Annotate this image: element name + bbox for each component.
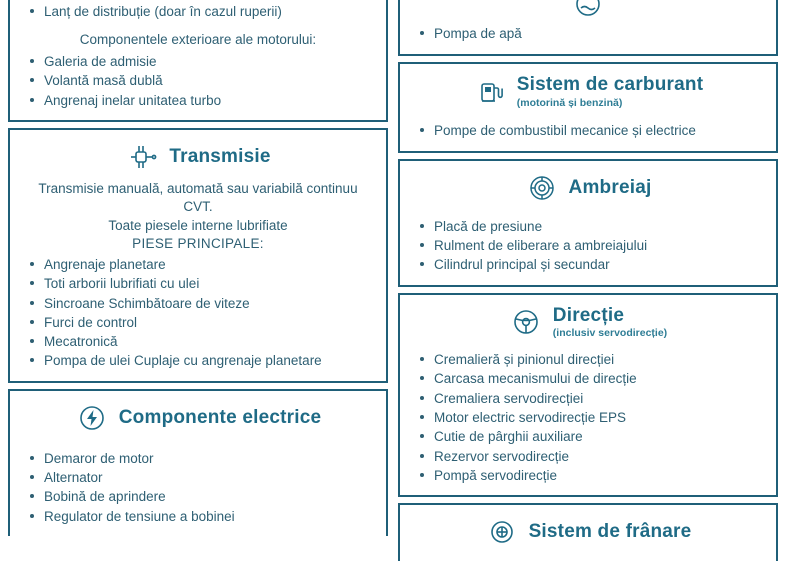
fuel-system-list — [410, 121, 766, 140]
card-cooling-continued — [398, 0, 778, 56]
brake-disc-icon — [485, 515, 519, 549]
fuel-system-title: Sistem de carburant — [516, 74, 704, 95]
list-item: Cremaliera servodirecției — [432, 389, 766, 408]
list-item: Cutie de pârghii auxiliare — [432, 427, 766, 446]
card-engine-continued — [8, 0, 388, 122]
steering-subtitle: (inclusiv servodirecție) — [552, 327, 668, 340]
electrical-title-wrap — [119, 407, 322, 429]
list-item: Demaror de motor — [42, 449, 376, 468]
list-item: Volantă masă dublă — [42, 71, 376, 90]
transmission-desc-line1: Transmisie manuală, automată sau variabilă continuu — [38, 181, 358, 197]
card-braking-system — [398, 503, 778, 561]
cooling-header — [410, 0, 766, 16]
card-steering — [398, 293, 778, 498]
engine-top-list — [20, 2, 376, 21]
steering-title-wrap — [553, 305, 667, 340]
steering-title: Direcție — [552, 304, 625, 326]
list-item: Sincroane Schimbătoare de viteze — [42, 294, 376, 313]
card-electrical — [8, 389, 388, 536]
list-item: Angrenaj inelar unitatea turbo — [42, 91, 376, 110]
list-item: Alternator — [42, 468, 376, 487]
left-column — [8, 0, 388, 542]
fuel-system-header — [410, 70, 766, 111]
electrical-list — [20, 449, 376, 526]
electrical-title: Componente electrice — [118, 406, 322, 428]
card-clutch — [398, 159, 778, 287]
list-item: Placă de presiune — [432, 217, 766, 236]
transmission-icon — [125, 140, 159, 174]
fuel-system-subtitle: (motorină și benzină) — [516, 96, 623, 109]
transmission-desc-line2: CVT. — [183, 199, 213, 215]
cooling-list — [410, 24, 766, 43]
list-item: Motor electric servodirecție EPS — [432, 408, 766, 427]
list-item: Pompa de apă — [432, 24, 766, 43]
transmission-header — [20, 136, 376, 176]
list-item: Lanț de distribuție (doar în cazul ruperii) — [42, 2, 376, 21]
list-item: Pompa de ulei Cuplaje cu angrenaje planetare — [42, 351, 376, 370]
list-item: Furci de control — [42, 313, 376, 332]
steering-header — [410, 301, 766, 342]
electrical-header — [20, 397, 376, 437]
lightning-bolt-icon — [75, 401, 109, 435]
braking-title: Sistem de frânare — [528, 521, 692, 543]
clutch-list — [410, 217, 766, 275]
water-wave-icon — [571, 0, 605, 16]
braking-title-wrap — [529, 521, 692, 543]
list-item: Pompă servodirecție — [432, 466, 766, 485]
list-item: Pompe de combustibil mecanice și electrice — [432, 121, 766, 140]
list-item: Cremalieră și pinionul direcției — [432, 350, 766, 369]
clutch-header — [410, 167, 766, 207]
list-item: Regulator de tensiune a bobinei — [42, 507, 376, 526]
clutch-title: Ambreiaj — [568, 176, 652, 198]
transmission-desc-line3: Toate piesele interne lubrifiate — [108, 217, 288, 233]
engine-exterior-subheading: Componentele exterioare ale motorului: — [79, 32, 317, 48]
transmission-title-wrap — [169, 146, 270, 168]
list-item: Galeria de admisie — [42, 52, 376, 71]
list-item: Carcasa mecanismului de direcție — [432, 369, 766, 388]
clutch-title-wrap — [569, 177, 652, 199]
list-item: Cilindrul principal și secundar — [432, 255, 766, 274]
card-transmission — [8, 128, 388, 383]
list-item: Bobină de aprindere — [42, 487, 376, 506]
list-item: Rezervor servodirecție — [432, 447, 766, 466]
clutch-disc-icon — [525, 171, 559, 205]
fuel-system-title-wrap — [517, 74, 703, 109]
list-item: Toti arborii lubrifiati cu ulei — [42, 274, 376, 293]
list-item: Mecatronică — [42, 332, 376, 351]
braking-header — [410, 511, 766, 551]
transmission-list — [20, 255, 376, 371]
transmission-desc-line4: PIESE PRINCIPALE: — [132, 235, 264, 251]
transmission-description — [20, 180, 376, 253]
steering-list — [410, 350, 766, 485]
engine-exterior-list — [20, 52, 376, 110]
list-item: Rulment de eliberare a ambreiajului — [432, 236, 766, 255]
transmission-title: Transmisie — [169, 146, 271, 168]
list-item: Angrenaje planetare — [42, 255, 376, 274]
card-fuel-system — [398, 62, 778, 153]
right-column — [398, 0, 778, 567]
fuel-pump-icon — [473, 75, 507, 109]
steering-wheel-icon — [509, 305, 543, 339]
